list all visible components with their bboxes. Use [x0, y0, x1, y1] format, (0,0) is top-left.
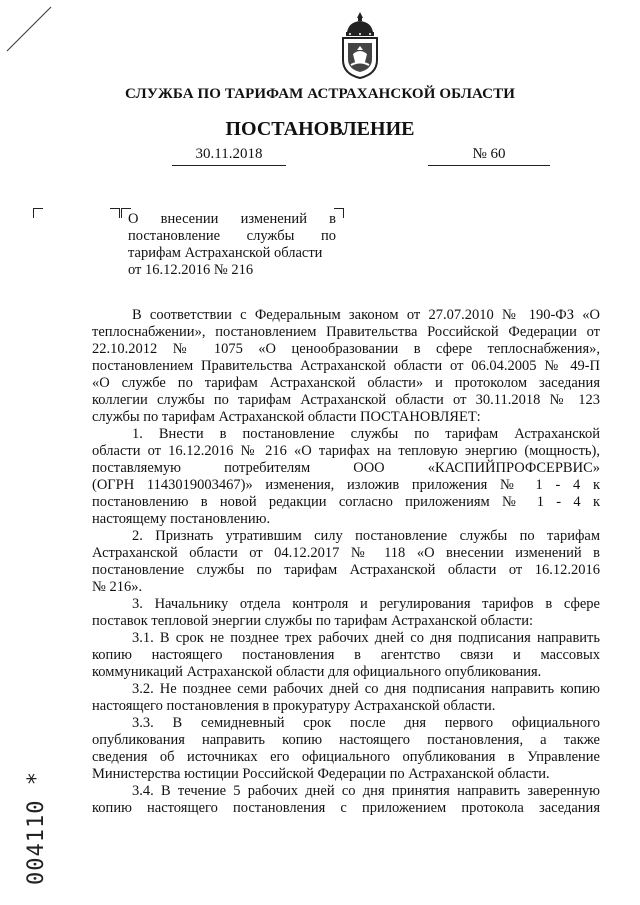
body-line: 22.10.2012 № 1075 «О ценообразовании в сфере теплоснабжения»,	[92, 341, 600, 357]
pen-stroke-mark	[5, 5, 53, 53]
body-line: 3. Начальнику отдела контроля и регулирования тарифов в сфере	[132, 596, 600, 612]
body-line: 1. Внести в постановление службы по тарифам Астраханской	[132, 426, 600, 442]
corner-bracket	[33, 208, 43, 218]
subject-line: О внесении изменений в	[128, 211, 336, 227]
document-title: ПОСТАНОВЛЕНИЕ	[225, 118, 415, 140]
body-line: поставок тепловой энергии службы по тарифам Астраханской области:	[92, 613, 533, 629]
document-date: 30.11.2018	[172, 146, 286, 166]
corner-bracket	[110, 208, 120, 218]
body-line: (ОГРН 1143019003467)» изменения, изложив приложения № 1 - 4 к	[92, 477, 600, 493]
document-number: № 60	[428, 146, 550, 166]
body-line: Министерства юстиции Российской Федерации по Астраханской области.	[92, 766, 550, 782]
coat-of-arms-icon	[337, 10, 383, 80]
body-line: Астраханской области от 04.12.2017 № 118 «О внесении изменений в	[92, 545, 600, 561]
body-line: коллегии службы по тарифам Астраханской области от 30.11.2018 № 123	[92, 392, 600, 408]
body-line: 3.2. Не позднее семи рабочих дней со дня подписания направить копию	[132, 681, 600, 697]
body-line: копию настоящего постановления с приложением протокола заседания	[92, 800, 600, 816]
subject-line: от 16.12.2016 № 216	[128, 262, 254, 278]
subject-line: тарифам Астраханской области	[128, 245, 323, 261]
body-line: области от 16.12.2016 № 216 «О тарифах на тепловую энергию (мощность),	[92, 443, 600, 459]
body-line: настоящему постановлению.	[92, 511, 271, 527]
body-line: постановлению в новой редакции согласно приложениям № 1 - 4 к	[92, 494, 600, 510]
registration-number: 004110 *	[24, 771, 49, 885]
body-line: постановлением Правительства Астраханской области от 06.04.2005 № 49-П	[92, 358, 600, 374]
body-line: 3.3. В семидневный срок после дня первого официального	[132, 715, 600, 731]
body-line: службы по тарифам Астраханской области ПОСТАНОВЛЯЕТ:	[92, 409, 481, 425]
body-line: № 216».	[92, 579, 143, 595]
document-body	[92, 307, 600, 817]
body-line: 2. Признать утратившим силу постановление службы по тарифам	[132, 528, 600, 544]
document-subject	[128, 211, 336, 279]
subject-line: постановление службы по	[128, 228, 336, 244]
registration-stamp	[20, 735, 54, 885]
body-line: «О службе по тарифам Астраханской области» и протоколом заседания	[92, 375, 600, 391]
body-line: поставляемую потребителям ООО «КАСПИЙПРОФСЕРВИС»	[92, 460, 600, 476]
body-line: коммуникаций Астраханской области для официального опубликования.	[92, 664, 542, 680]
body-line: сведения об источниках его официального опубликования в Управление	[92, 749, 600, 765]
body-line: В соответствии с Федеральным законом от 27.07.2010 № 190-ФЗ «О	[132, 307, 600, 323]
body-line: копию настоящего постановления в агентство связи и массовых	[92, 647, 600, 663]
body-line: 3.4. В течение 5 рабочих дней со дня принятия направить заверенную	[132, 783, 600, 799]
body-line: опубликования направить копию настоящего постановления, а также	[92, 732, 600, 748]
body-line: постановление службы по тарифам Астраханской области от 16.12.2016	[92, 562, 600, 578]
body-line: теплоснабжении», постановлением Правительства Российской Федерации от	[92, 324, 600, 340]
body-line: настоящего постановления в прокуратуру Астраханской области.	[92, 698, 496, 714]
body-line: 3.1. В срок не позднее трех рабочих дней со дня подписания направить	[132, 630, 600, 646]
agency-name: СЛУЖБА ПО ТАРИФАМ АСТРАХАНСКОЙ ОБЛАСТИ	[125, 86, 515, 102]
